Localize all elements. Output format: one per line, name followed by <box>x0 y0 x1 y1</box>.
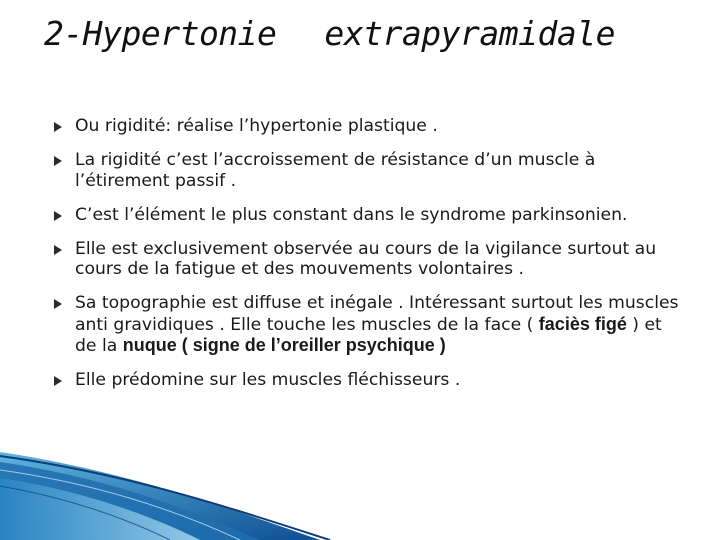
swoosh-line-1 <box>0 456 330 540</box>
bullet-list <box>50 116 680 404</box>
bullet-text-part: ( <box>526 314 539 335</box>
bullet-item <box>50 205 680 226</box>
title-part-1: 2-Hypertonie <box>44 14 277 53</box>
arrow-bullet-icon <box>54 299 62 309</box>
bullet-text <box>75 293 679 356</box>
arrow-bullet-icon <box>54 211 62 221</box>
bullet-item <box>50 293 680 357</box>
bold-term-nuque: nuque ( signe de l’oreiller psychique ) <box>122 335 446 355</box>
bullet-text: Elle est exclusivement observée au cours de la vigilance surtout au cours de la fatigue et des mouvements volontaires . <box>75 238 657 279</box>
arrow-bullet-icon <box>54 376 62 386</box>
title-part-2: extrapyramidale <box>324 14 615 53</box>
arrow-bullet-icon <box>54 156 62 166</box>
bullet-text: La rigidité c’est l’accroissement de résistance d’un muscle à l’étirement passif . <box>75 150 596 191</box>
bullet-item <box>50 116 680 137</box>
bullet-text: Ou rigidité: réalise l’hypertonie plastique . <box>75 116 438 136</box>
swoosh-band-mid <box>0 462 260 540</box>
arrow-bullet-icon <box>54 122 62 132</box>
bullet-text-part: Sa topographie est diffuse et inégale . Intéressant surtout les muscles anti gravidiques . Elle touche les muscles de la face <box>75 293 679 335</box>
swoosh-band-light <box>0 478 200 540</box>
bullet-item <box>50 370 680 391</box>
bullet-item <box>50 239 680 280</box>
arrow-bullet-icon <box>54 245 62 255</box>
swoosh-line-2 <box>0 470 240 540</box>
page-title <box>44 14 704 53</box>
bold-term-facies-fige: faciès figé <box>538 313 627 334</box>
swoosh-band-back <box>0 452 320 540</box>
bullet-text: C’est l’élément le plus constant dans le syndrome parkinsonien. <box>75 204 628 225</box>
bullet-text-part: ) et de la <box>75 314 662 356</box>
bullet-text: Elle prédomine sur les muscles fléchisseurs . <box>75 370 461 390</box>
bullet-item <box>50 150 680 191</box>
swoosh-line-3 <box>0 486 170 540</box>
